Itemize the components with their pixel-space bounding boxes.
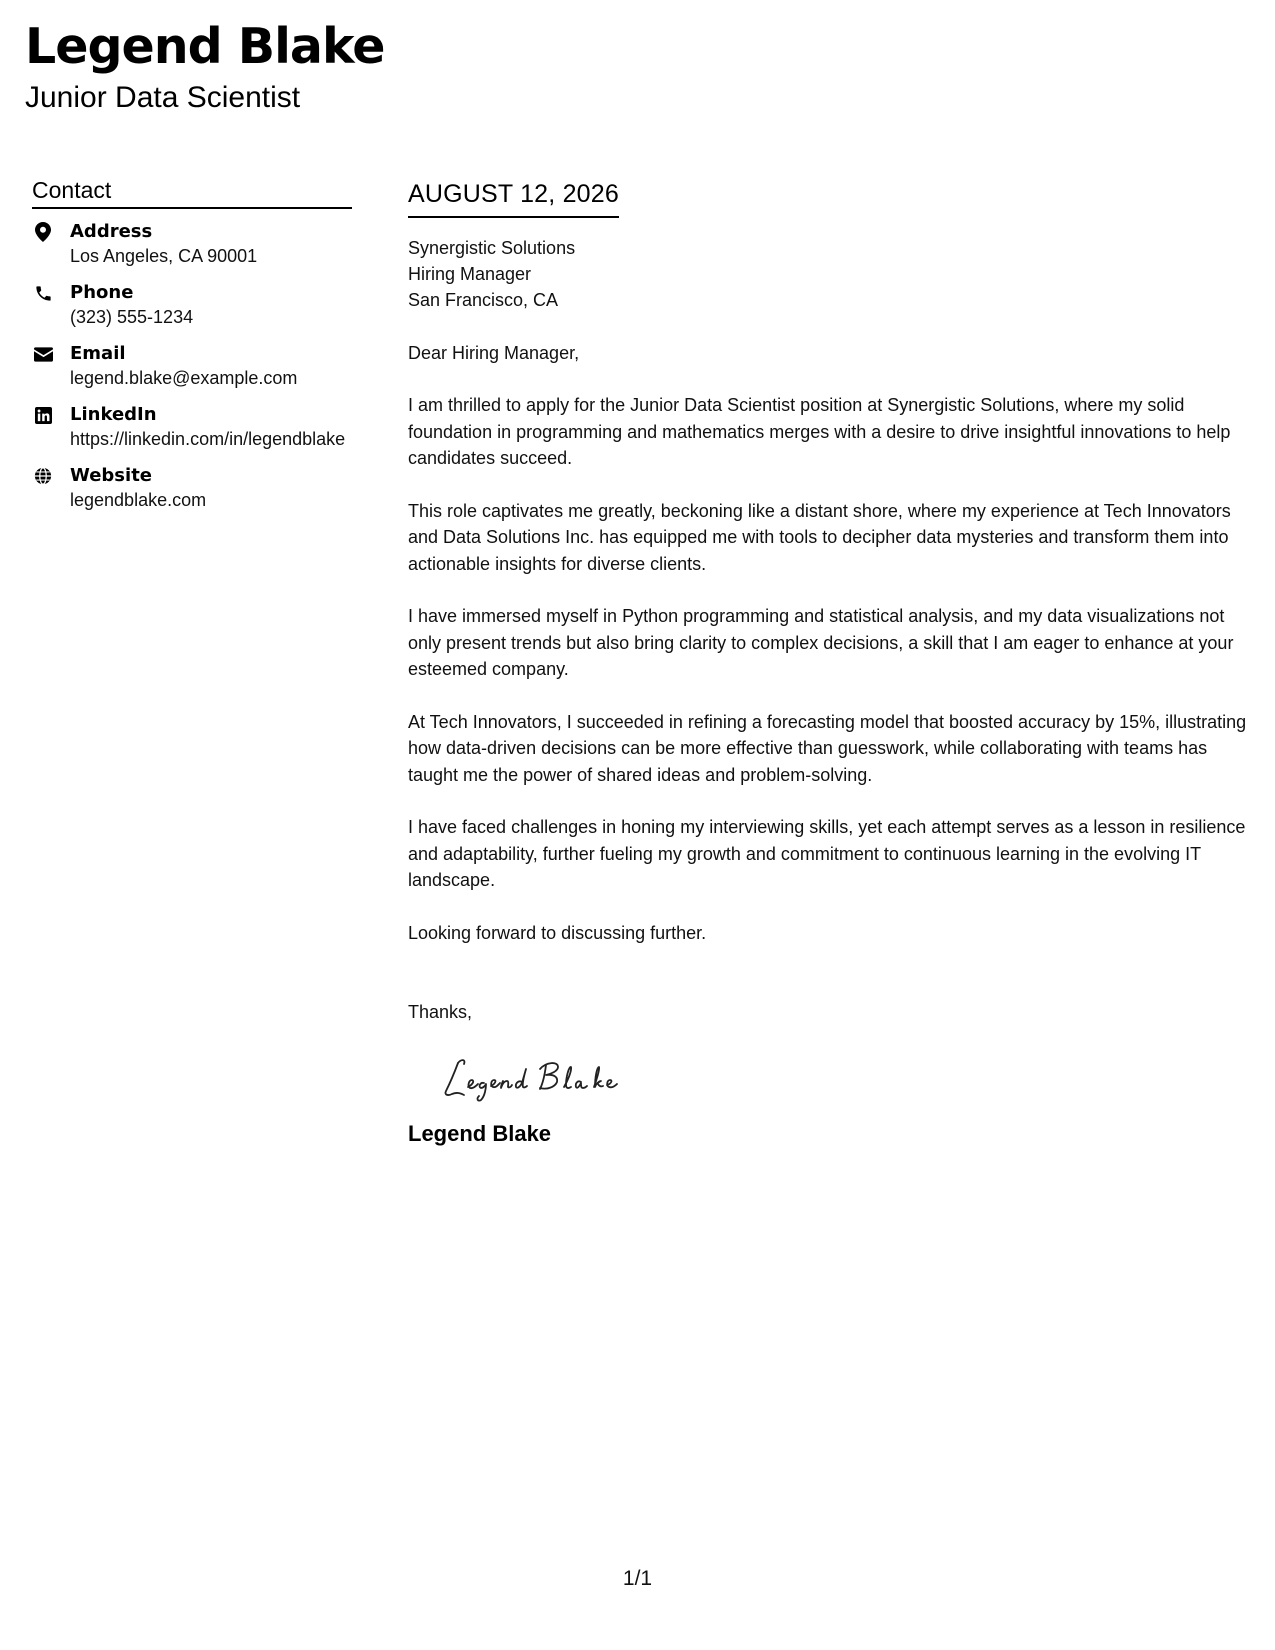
- signed-name: Legend Blake: [408, 1121, 552, 1146]
- recipient-location: San Francisco, CA: [408, 290, 559, 310]
- page-number: 1/1: [622, 1567, 653, 1590]
- address-value: Los Angeles, CA 90001: [70, 246, 258, 266]
- phone-icon: [32, 282, 54, 304]
- contact-label: Address: [70, 221, 153, 242]
- contact-label: LinkedIn: [70, 404, 157, 425]
- recipient-block: [408, 235, 1253, 313]
- contact-label: Phone: [70, 282, 134, 303]
- applicant-name: Legend Blake: [25, 18, 385, 75]
- signature-image: [436, 1049, 646, 1109]
- contact-item-phone: [32, 280, 352, 329]
- website-value[interactable]: legendblake.com: [70, 490, 207, 510]
- letter-paragraph: I am thrilled to apply for the Junior Data Scientist position at Synergistic Solutions, where my solid foundation in programming and mathematics merges with a desire to drive insightful innovations to help candidates succeed.: [408, 395, 1231, 468]
- globe-icon: [32, 465, 54, 487]
- letter-date: AUGUST 12, 2026: [408, 178, 619, 218]
- contact-label: Website: [70, 465, 153, 486]
- letter-paragraph: At Tech Innovators, I succeeded in refining a forecasting model that boosted accuracy by 15%, illustrating how data-driven decisions can be more effective than guesswork, while collaborating with teams has taught me the power of shared ideas and problem-solving.: [408, 711, 1247, 785]
- contact-item-address: [32, 219, 352, 268]
- contact-heading: Contact: [32, 175, 352, 209]
- letter-paragraph: I have faced challenges in honing my interviewing skills, yet each attempt serves as a lesson in resilience and adaptability, further fueling my growth and commitment to continuous learning in the evolving IT landscape.: [408, 817, 1246, 890]
- linkedin-value[interactable]: https://linkedin.com/in/legendblake: [70, 429, 346, 449]
- map-pin-icon: [32, 221, 54, 243]
- contact-sidebar: [32, 175, 352, 524]
- job-title: Junior Data Scientist: [25, 81, 301, 114]
- email-value[interactable]: legend.blake@example.com: [70, 368, 298, 388]
- salutation: Dear Hiring Manager,: [408, 343, 580, 363]
- envelope-icon: [32, 343, 54, 365]
- contact-item-website: [32, 463, 352, 512]
- linkedin-icon: [32, 404, 54, 426]
- recipient-company: Synergistic Solutions: [408, 238, 576, 258]
- contact-item-email: [32, 341, 352, 390]
- phone-value: (323) 555-1234: [70, 307, 194, 327]
- letter-body: [408, 178, 1253, 1149]
- recipient-role: Hiring Manager: [408, 264, 532, 284]
- letter-paragraph: This role captivates me greatly, beckoning like a distant shore, where my experience at Tech Innovators and Data Solutions Inc. has equipped me with tools to decipher data mysteries and transform them into actionable insights for diverse clients.: [408, 500, 1231, 574]
- letter-paragraph: I have immersed myself in Python programming and statistical analysis, and my data visualizations not only present trends but also bring clarity to complex decisions, a skill that I am eager to enhance at your esteemed company.: [408, 606, 1234, 679]
- contact-label: Email: [70, 343, 126, 364]
- contact-item-linkedin: [32, 402, 352, 451]
- handwritten-signature: [436, 1049, 1253, 1109]
- letter-paragraph: Looking forward to discussing further.: [408, 922, 707, 943]
- closing: Thanks,: [408, 1002, 473, 1022]
